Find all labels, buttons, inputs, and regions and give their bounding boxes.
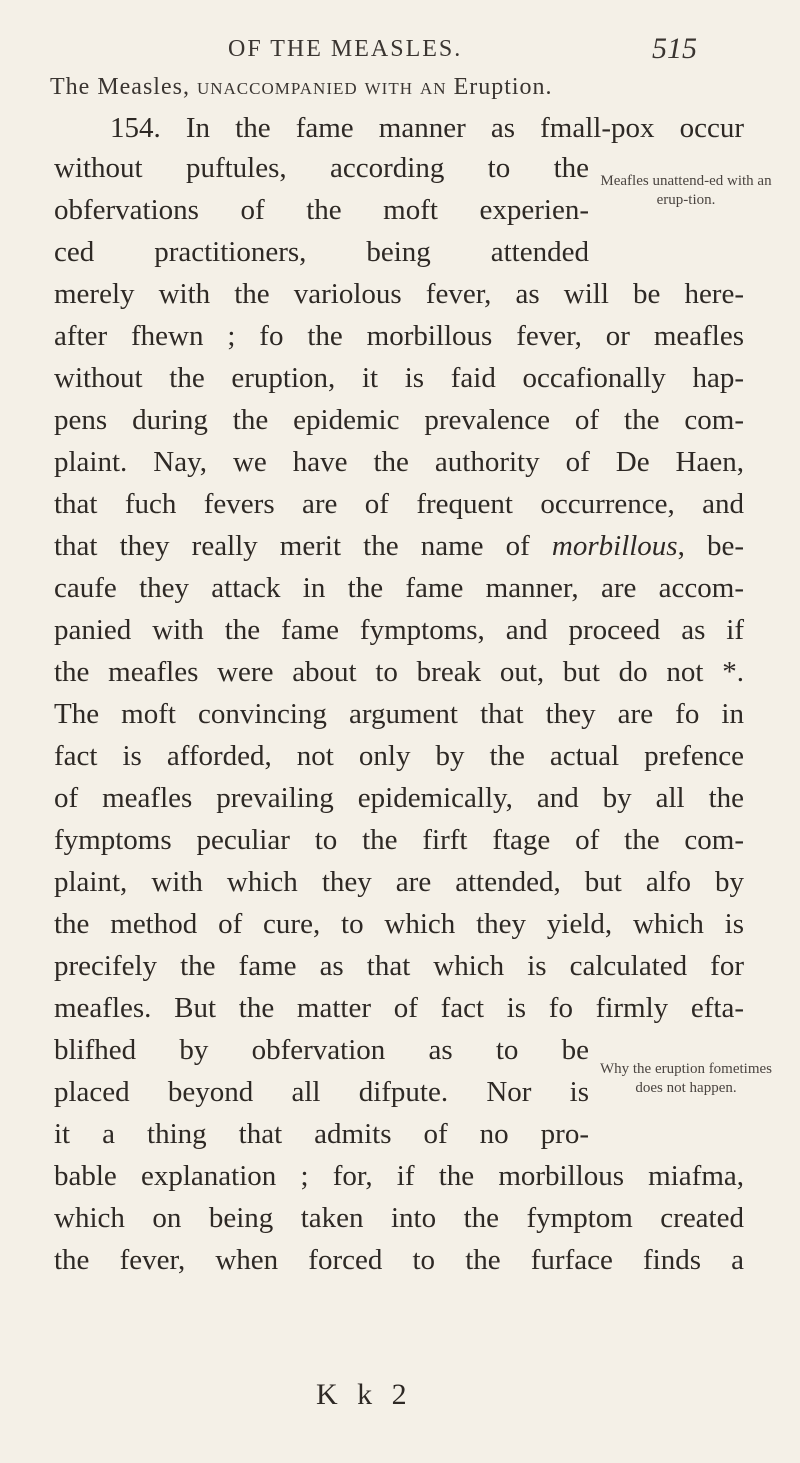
section-heading (50, 74, 770, 101)
text-line: meafles. But the matter of fact is fo firmly efta- (54, 992, 744, 1024)
section-heading-end: Eruption. (446, 74, 553, 100)
text-line: which on being taken into the fymptom created (54, 1202, 744, 1234)
text-line: precifely the fame as that which is calculated for (54, 950, 744, 982)
text-line: the meafles were about to break out, but do not *. (54, 656, 744, 688)
text-line: it a thing that admits of no pro- (54, 1118, 589, 1150)
section-heading-rest: unaccompanied with an (189, 74, 447, 100)
text-line: that fuch fevers are of frequent occurrence, and (54, 488, 744, 520)
page-number: 515 (652, 32, 697, 65)
section-heading-prefix: The Measles, (50, 74, 190, 100)
text-line: The moft convincing argument that they are fo in (54, 698, 744, 730)
text-line: caufe they attack in the fame manner, are accom- (54, 572, 744, 604)
text-line: bable explanation ; for, if the morbillous miafma, (54, 1160, 744, 1192)
text-line: fact is afforded, not only by the actual prefence (54, 740, 744, 772)
text-line: fymptoms peculiar to the firft ftage of the com- (54, 824, 744, 856)
text-line: obfervations of the moft experien- (54, 194, 589, 226)
text-line: placed beyond all difpute. Nor is (54, 1076, 589, 1108)
text-line: of meafles prevailing epidemically, and by all the (54, 782, 744, 814)
italic-term: morbillous (551, 530, 678, 562)
text-line: 154. In the fame manner as fmall-pox occur (110, 112, 744, 144)
signature-mark: K k 2 (316, 1378, 413, 1411)
text-line: ced practitioners, being attended (54, 236, 589, 268)
text-line: without puftules, according to the (54, 152, 589, 184)
text-line: the fever, when forced to the furface finds a (54, 1244, 744, 1276)
text-line: pens during the epidemic prevalence of the com- (54, 404, 744, 436)
text-line: blifhed by obfervation as to be (54, 1034, 589, 1066)
text-line: panied with the fame fymptoms, and proceed as if (54, 614, 744, 646)
running-title: OF THE MEASLES. (228, 36, 463, 62)
margin-note-measles-unattended: Meafles unattend-ed with an erup-tion. (600, 173, 772, 208)
running-head (0, 18, 800, 68)
margin-note-why-eruption: Why the eruption fometimes does not happen. (599, 1061, 773, 1096)
text-line: plaint, with which they are attended, but alfo by (54, 866, 744, 898)
text-line-italic-term (54, 526, 744, 566)
text-line: the method of cure, to which they yield, which is (54, 908, 744, 940)
text-segment: , be- (677, 530, 744, 562)
text-line: plaint. Nay, we have the authority of De Haen, (54, 446, 744, 478)
text-line: merely with the variolous fever, as will be here- (54, 278, 744, 310)
text-segment: that they really merit the name of (54, 530, 552, 562)
text-line: after fhewn ; fo the morbillous fever, or meafles (54, 320, 744, 352)
text-line: without the eruption, it is faid occafionally hap- (54, 362, 744, 394)
